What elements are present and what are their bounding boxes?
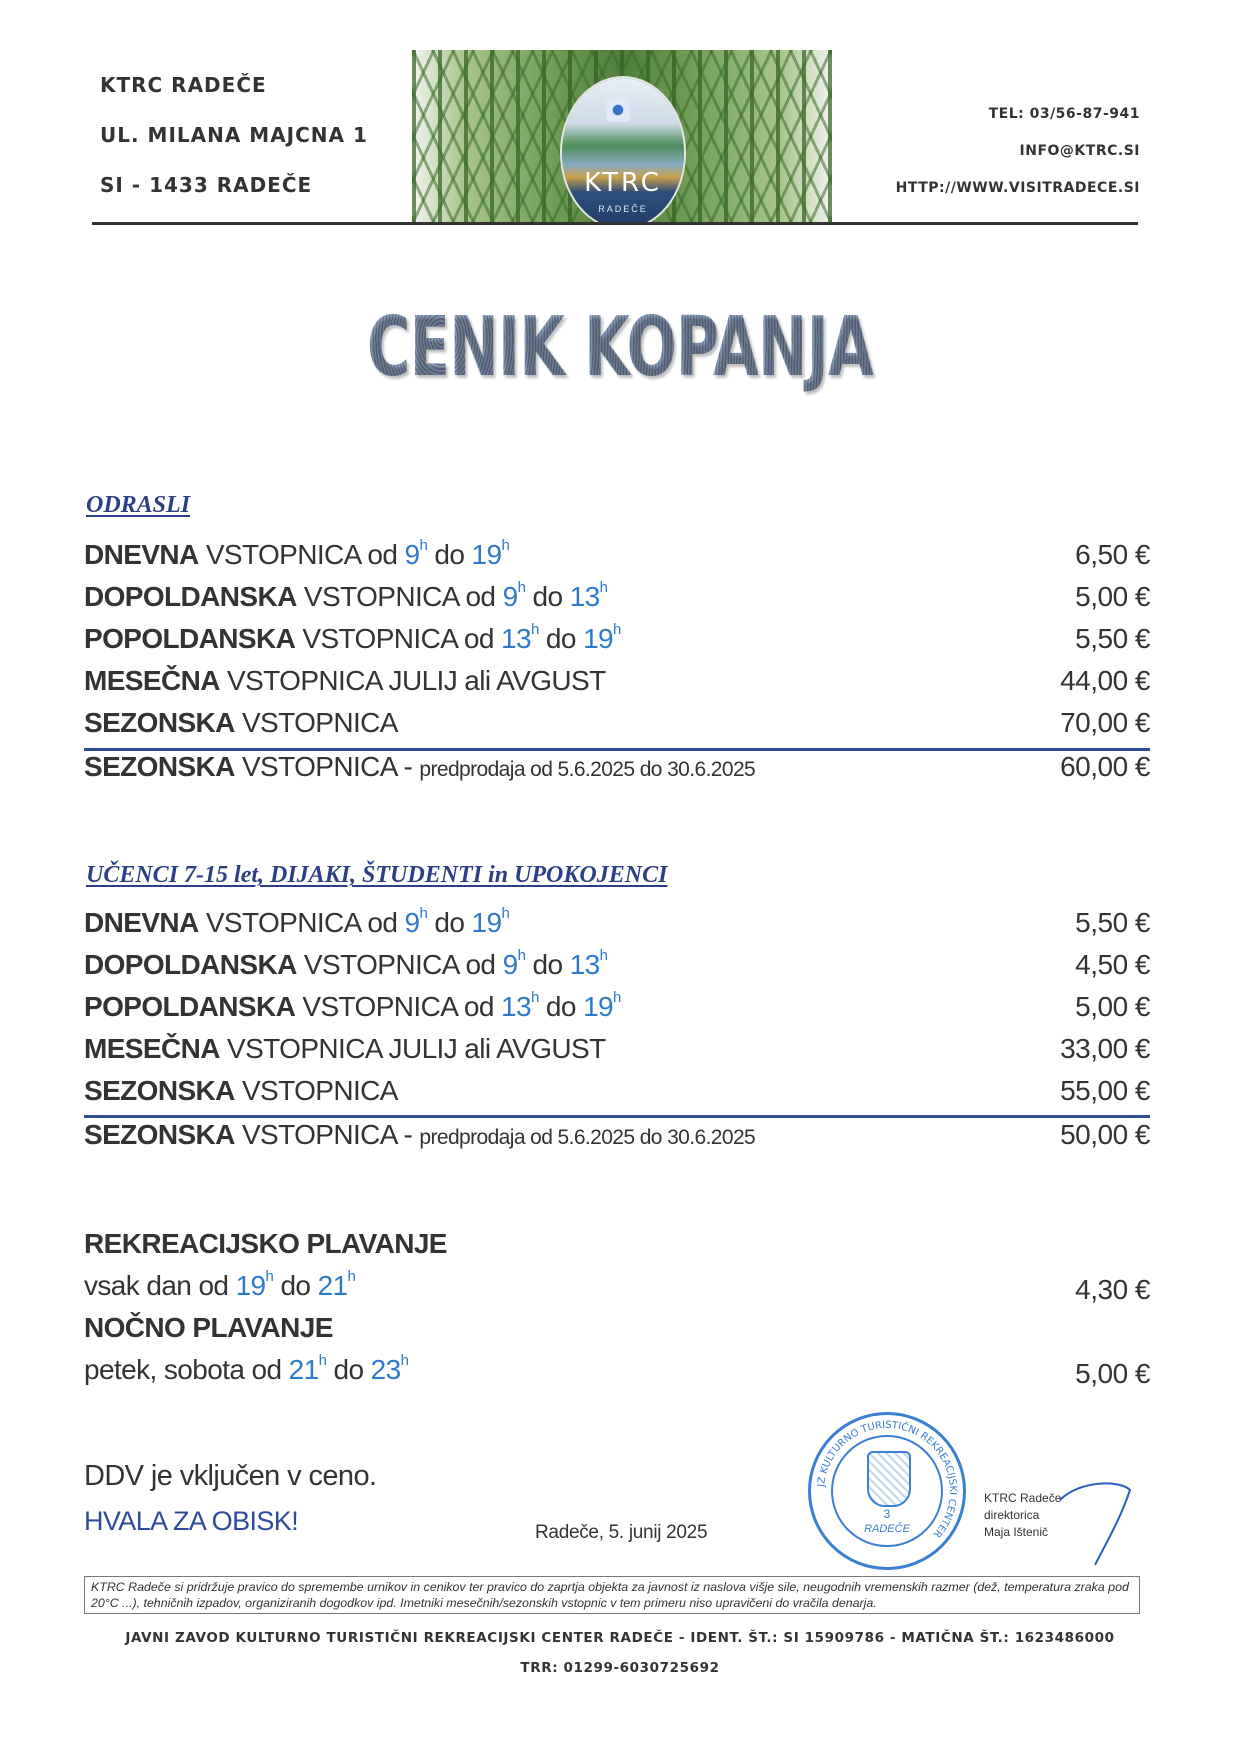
ticket-desc: VSTOPNICA od <box>296 949 503 980</box>
ticket-desc: VSTOPNICA od <box>295 991 502 1022</box>
start-hour: 9$^h$ <box>404 905 428 938</box>
header-divider <box>92 222 1138 225</box>
ticket-type: POPOLDANSKA <box>84 991 296 1022</box>
ticket-type: DOPOLDANSKA <box>84 949 297 980</box>
ticket-label <box>84 535 509 575</box>
ticket-desc: VSTOPNICA od <box>296 581 503 612</box>
price-row <box>84 747 1150 789</box>
ktrc-logo <box>562 78 684 222</box>
ticket-label <box>84 661 606 701</box>
ticket-desc: VSTOPNICA JULIJ ali AVGUST <box>219 1033 606 1064</box>
ticket-desc: VSTOPNICA - <box>234 751 420 782</box>
recreational-swimming-hours: vsak dan od 19$^h$ do 21$^h$ <box>84 1268 356 1301</box>
ticket-price: 50,00 € <box>1060 1119 1150 1150</box>
section-title-students: UČENCI 7-15 let, DIJAKI, ŠTUDENTI in UPOKOJENCI <box>86 862 668 888</box>
contact-block <box>896 104 1140 215</box>
end-hour: 13$^h$ <box>569 947 608 980</box>
street-address: UL. MILANA MAJCNA 1 <box>100 123 368 147</box>
ticket-desc: VSTOPNICA JULIJ ali AVGUST <box>219 665 606 696</box>
logo-subtext: RADEČE <box>598 204 648 214</box>
ticket-desc: VSTOPNICA <box>234 1075 398 1106</box>
hours-separator: do <box>427 539 472 570</box>
ticket-desc: VSTOPNICA od <box>198 539 405 570</box>
place-and-date: Radeče, 5. junij 2025 <box>535 1522 708 1543</box>
coat-of-arms-icon <box>867 1451 911 1507</box>
stamp-number: 3 <box>883 1507 891 1521</box>
ticket-label <box>84 945 607 985</box>
ticket-label <box>84 747 755 790</box>
recreational-swimming-price: 4,30 € <box>1075 1274 1150 1305</box>
ticket-price: 5,00 € <box>1075 991 1150 1022</box>
end-hour: 19$^h$ <box>471 905 510 938</box>
stamp-ring-label: JZ KULTURNO TURISTIČNI REKREACIJSKI CENTER <box>816 1419 959 1540</box>
city-address: SI - 1433 RADEČE <box>100 173 313 197</box>
ticket-label <box>84 577 607 617</box>
section-divider <box>84 748 1150 751</box>
ticket-price: 5,50 € <box>1075 907 1150 938</box>
ticket-type: MESEČNA <box>84 665 220 696</box>
ticket-desc: VSTOPNICA <box>234 707 398 738</box>
ticket-type: SEZONSKA <box>84 1119 235 1150</box>
presale-note: predprodaja od 5.6.2025 do 30.6.2025 <box>419 1126 756 1149</box>
price-row <box>84 987 1150 1029</box>
stamp-city: RADEČE <box>864 1523 910 1535</box>
ticket-label <box>84 1115 755 1158</box>
disclaimer-box: KTRC Radeče si pridržuje pravico do spremembe urnikov in cenikov ter pravico do zaprtja objekta za javnost iz naslova višje sile, neugodnih vremenskih razmer (dež, temperatura zraka pod 20°C ...), tehničnih izpadov, organiziranih dogodkov ipd. Imetniki mesečnih/sezonskih vstopnic v tem primeru niso upravičeni do vračila denarja. <box>84 1576 1140 1614</box>
email-link[interactable]: INFO@KTRC.SI <box>1019 143 1140 159</box>
crest-icon <box>606 98 630 122</box>
recreational-swimming-title: REKREACIJSKO PLAVANJE <box>84 1228 447 1259</box>
end-hour: 19$^h$ <box>583 621 621 654</box>
hours-separator: do <box>427 907 472 938</box>
ticket-label <box>84 1071 398 1111</box>
ticket-type: DOPOLDANSKA <box>84 581 297 612</box>
price-row <box>84 577 1150 619</box>
bridge-banner-image <box>412 50 832 222</box>
ticket-type: DNEVNA <box>84 539 199 570</box>
price-row <box>84 1071 1150 1113</box>
signature-org: KTRC Radeče <box>984 1491 1062 1505</box>
presale-note: predprodaja od 5.6.2025 do 30.6.2025 <box>419 758 756 781</box>
hours-separator: do <box>525 949 570 980</box>
ticket-type: SEZONSKA <box>84 707 235 738</box>
ticket-desc: VSTOPNICA - <box>234 1119 420 1150</box>
hours-separator: do <box>538 623 584 654</box>
website-link[interactable]: HTTP://WWW.VISITRADECE.SI <box>895 180 1140 196</box>
signature-scribble-icon <box>1050 1470 1140 1570</box>
ticket-price: 33,00 € <box>1060 1033 1150 1064</box>
ticket-type: MESEČNA <box>84 1033 220 1064</box>
signature-role: direktorica <box>984 1508 1040 1522</box>
start-hour: 9$^h$ <box>502 947 526 980</box>
official-stamp <box>808 1412 966 1570</box>
ticket-label <box>84 987 621 1027</box>
ticket-type: POPOLDANSKA <box>84 623 296 654</box>
footer-bank-account: TRR: 01299-6030725692 <box>520 1660 720 1676</box>
start-hour: 9$^h$ <box>404 537 428 570</box>
address-block <box>100 70 368 220</box>
hours-separator: do <box>538 991 584 1022</box>
price-row <box>84 945 1150 987</box>
price-row <box>84 619 1150 661</box>
ticket-price: 44,00 € <box>1060 665 1150 696</box>
section-title-adults: ODRASLI <box>86 492 191 518</box>
org-name: KTRC RADEČE <box>100 73 267 97</box>
night-swimming-hours: petek, sobota od 21$^h$ do 23$^h$ <box>84 1352 409 1385</box>
ticket-price: 5,50 € <box>1075 623 1150 654</box>
ticket-type: SEZONSKA <box>84 751 235 782</box>
end-hour: 19$^h$ <box>471 537 510 570</box>
ticket-desc: VSTOPNICA od <box>198 907 405 938</box>
ticket-label <box>84 1029 606 1069</box>
signature-block <box>984 1490 1061 1541</box>
price-row <box>84 535 1150 577</box>
phone: TEL: 03/56-87-941 <box>988 106 1140 122</box>
ticket-desc: VSTOPNICA od <box>295 623 502 654</box>
end-hour: 19$^h$ <box>583 989 621 1022</box>
price-row <box>84 1029 1150 1071</box>
price-row <box>84 1115 1150 1157</box>
page-title: CENIK KOPANJA <box>174 300 1067 395</box>
end-hour: 13$^h$ <box>569 579 608 612</box>
price-row <box>84 661 1150 703</box>
vat-note: DDV je vključen v ceno. <box>84 1460 377 1492</box>
ticket-label <box>84 619 621 659</box>
ticket-price: 55,00 € <box>1060 1075 1150 1106</box>
logo-text: KTRC <box>584 168 662 198</box>
night-swimming-title: NOČNO PLAVANJE <box>84 1312 333 1343</box>
price-row <box>84 703 1150 745</box>
ticket-price: 6,50 € <box>1075 539 1150 570</box>
ticket-type: DNEVNA <box>84 907 199 938</box>
ticket-type: SEZONSKA <box>84 1075 235 1106</box>
ticket-price: 60,00 € <box>1060 751 1150 782</box>
footer-legal-info: JAVNI ZAVOD KULTURNO TURISTIČNI REKREACIJSKI CENTER RADEČE - IDENT. ŠT.: SI 15909786 - MATIČNA ŠT.: 1623486000 <box>125 1630 1115 1646</box>
start-hour: 13$^h$ <box>501 989 539 1022</box>
ticket-price: 5,00 € <box>1075 581 1150 612</box>
ticket-price: 4,50 € <box>1075 949 1150 980</box>
night-swimming-price: 5,00 € <box>1075 1358 1150 1389</box>
start-hour: 9$^h$ <box>502 579 526 612</box>
start-hour: 13$^h$ <box>501 621 539 654</box>
ticket-label <box>84 903 509 943</box>
section-divider <box>84 1115 1150 1118</box>
ticket-price: 70,00 € <box>1060 707 1150 738</box>
signature-name: Maja Ištenič <box>984 1525 1049 1539</box>
ticket-label <box>84 703 398 743</box>
thank-you-note: HVALA ZA OBISK! <box>84 1506 299 1536</box>
price-row <box>84 903 1150 945</box>
hours-separator: do <box>525 581 570 612</box>
